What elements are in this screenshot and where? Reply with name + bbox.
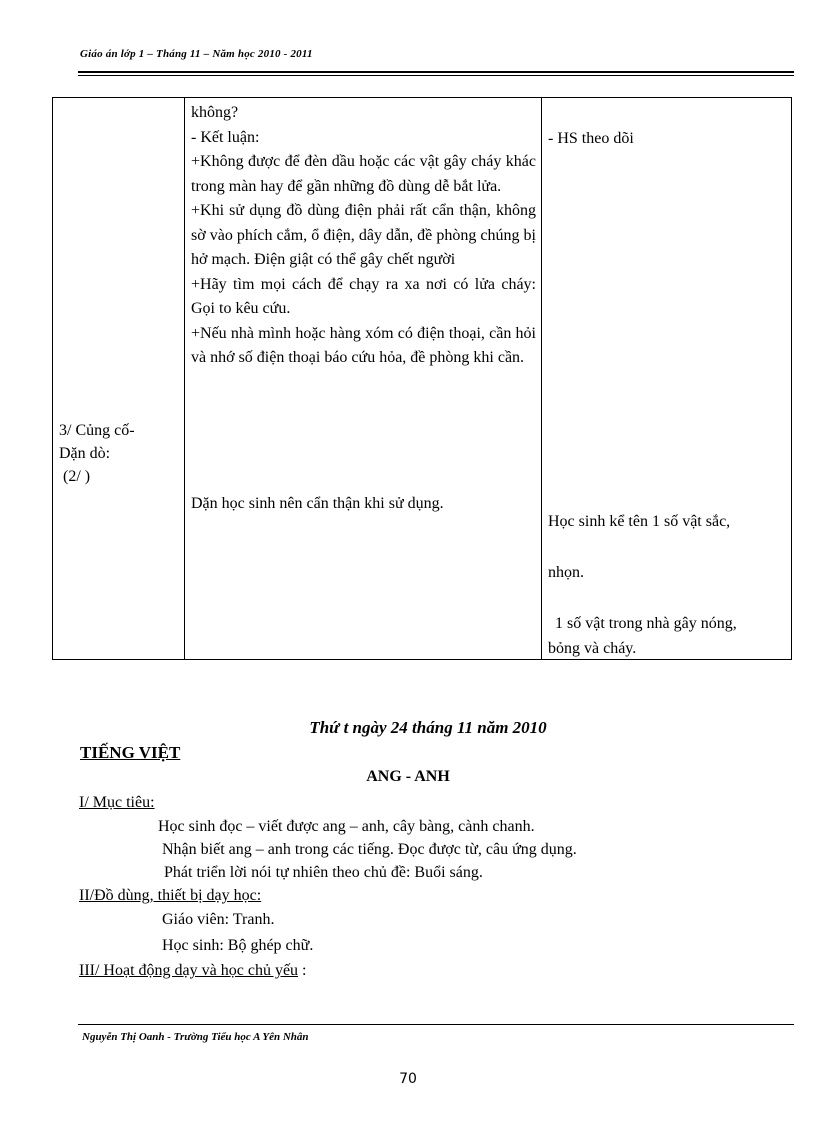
- material-teacher: Giáo viên: Tranh.: [162, 911, 275, 928]
- activities-heading-wrap: [79, 959, 307, 982]
- middle-cell: [191, 101, 536, 371]
- right-answer-line1: Học sinh kể tên 1 số vật sắc,: [548, 513, 731, 530]
- materials-heading: II/Đồ dùng, thiết bị dạy học:: [79, 887, 262, 904]
- right-follow-text: - HS theo dõi: [548, 130, 634, 147]
- objective-1: Học sinh đọc – viết được ang – anh, cây bàng, cành chanh.: [158, 818, 535, 835]
- mid-line-0: không?: [191, 104, 239, 121]
- header-rule-thin: [78, 75, 794, 76]
- page-number: 70: [399, 1071, 417, 1087]
- mid-closing-line: Dặn học sinh nên cẩn thận khi sử dụng.: [191, 495, 444, 512]
- objective-2: Nhận biết ang – anh trong các tiếng. Đọc được từ, câu ứng dụng.: [162, 841, 577, 858]
- material-student: Học sinh: Bộ ghép chữ.: [162, 937, 314, 954]
- lesson-date: Thứ t ngày 24 tháng 11 năm 2010: [309, 718, 547, 737]
- page-header: Giáo án lớp 1 – Tháng 11 – Năm học 2010 - 2011: [80, 48, 313, 60]
- right-answer-line3: 1 số vật trong nhà gây nóng,: [555, 615, 737, 632]
- objectives-heading: I/ Mục tiêu:: [79, 794, 155, 811]
- column-divider-1: [184, 98, 185, 659]
- subject-title: TIẾNG VIỆT: [80, 743, 181, 762]
- mid-line-4: +Hãy tìm mọi cách để chạy ra xa nơi có lửa cháy: Gọi to kêu cứu.: [191, 275, 536, 317]
- page-footer: Nguyễn Thị Oanh - Trường Tiểu học A Yên Nhân: [82, 1031, 309, 1043]
- footer-rule: [78, 1024, 794, 1025]
- activities-heading: III/ Hoạt động dạy và học chủ yếu: [79, 962, 299, 979]
- section-time: (2/ ): [63, 468, 91, 485]
- right-answer-line2: nhọn.: [548, 564, 584, 581]
- activities-colon: :: [298, 962, 307, 979]
- section-label-line2: Dặn dò:: [59, 445, 111, 462]
- mid-line-5: +Nếu nhà mình hoặc hàng xóm có điện thoại, cần hỏi và nhớ số điện thoại báo cứu hỏa, đề phòng khi cần.: [191, 324, 536, 366]
- mid-line-2: +Không được để đèn dầu hoặc các vật gây cháy khác trong màn hay để gần những đồ dùng dễ bắt lửa.: [191, 153, 536, 195]
- left-cell: [59, 419, 179, 488]
- mid-line-3: +Khi sử dụng đồ dùng điện phải rất cẩn thận, không sờ vào phích cắm, ổ điện, dây dẫn, đề phòng chúng bị hở mạch. Điện giật có thể gây chết người: [191, 202, 536, 268]
- section-label-line1: 3/ Củng cố-: [59, 422, 135, 439]
- objective-3: Phát triển lời nói tự nhiên theo chủ đề: Buổi sáng.: [164, 864, 483, 881]
- header-rule-thick: [78, 71, 794, 73]
- lesson-title: ANG - ANH: [366, 768, 450, 785]
- mid-line-1: - Kết luận:: [191, 128, 260, 146]
- column-divider-2: [541, 98, 542, 659]
- right-answer-line4: bỏng và cháy.: [548, 640, 637, 657]
